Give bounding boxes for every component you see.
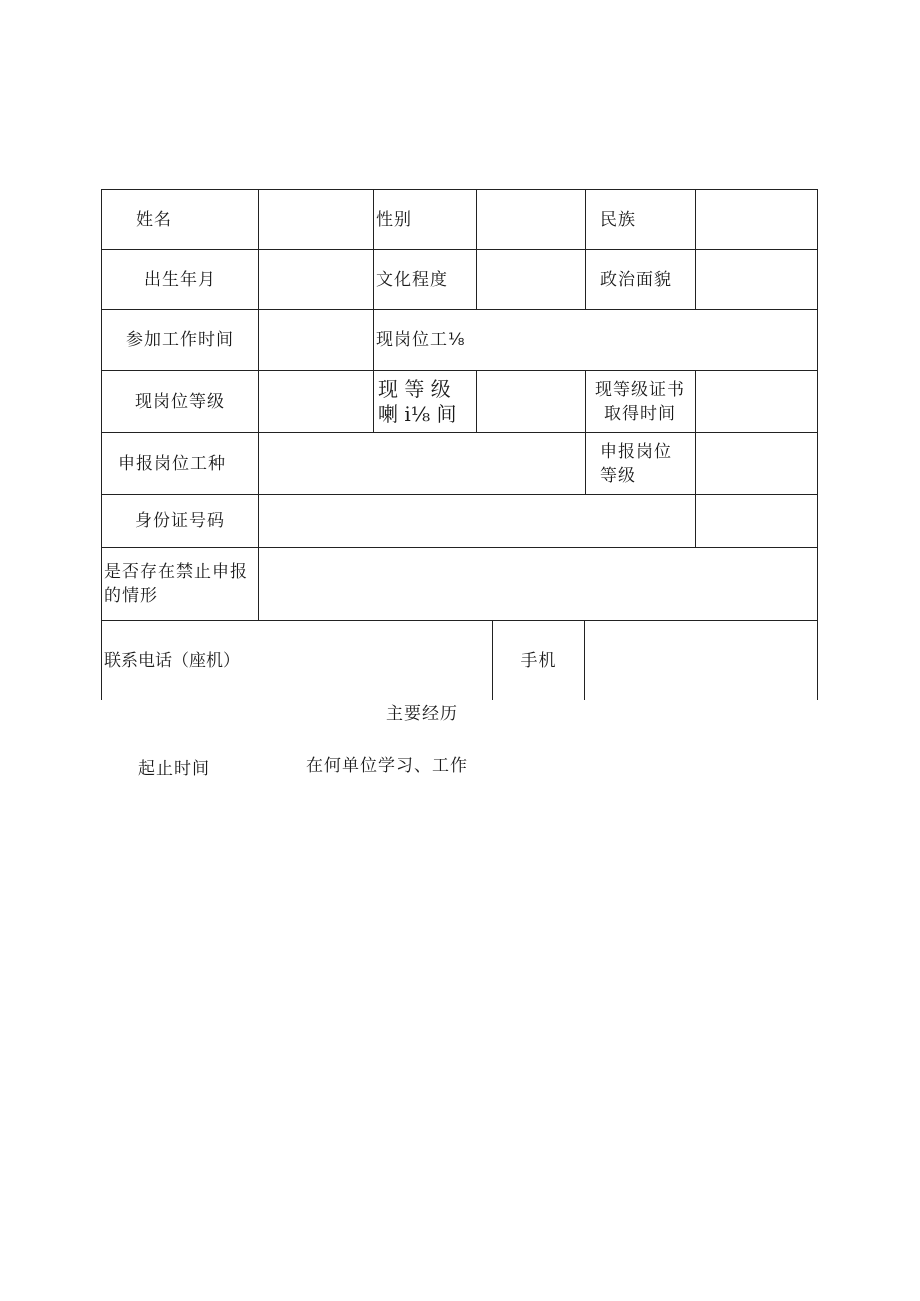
current-level-label: 现岗位等级 — [135, 391, 225, 412]
apply-job-label: 申报岗位工种 — [118, 453, 226, 474]
table-border — [817, 189, 818, 700]
id-number-label: 身份证号码 — [135, 511, 225, 531]
apply-level-label: 申报岗位等级 — [600, 441, 672, 486]
landline-phone-label: 联系电话（座机） — [104, 650, 240, 671]
mobile-phone-label: 手机 — [520, 650, 557, 671]
birth-date-label: 出生年月 — [144, 269, 216, 290]
ethnicity-label: 民族 — [600, 209, 636, 230]
table-border — [695, 370, 696, 547]
experience-col-unit: 在何单位学习、工作 — [306, 756, 468, 776]
garbled-line-1: 现 等 级 — [378, 377, 451, 401]
table-border — [585, 189, 586, 309]
experience-title: 主要经历 — [386, 704, 458, 724]
table-border — [476, 370, 477, 432]
education-label: 文化程度 — [376, 269, 448, 290]
work-start-label: 参加工作时间 — [126, 330, 234, 350]
table-border — [476, 189, 477, 309]
cert-time-label: 现等级证书取得时间 — [595, 379, 685, 424]
garbled-line-2: 喇 i⅛ 间 — [378, 402, 457, 426]
gender-label: 性别 — [376, 209, 412, 230]
prohibited-case-label: 是否存在禁止申报的情形 — [104, 562, 248, 606]
table-border — [584, 620, 585, 700]
political-status-label: 政治面貌 — [600, 269, 672, 290]
table-border — [585, 370, 586, 494]
current-job-label: 现岗位工⅛ — [376, 330, 466, 350]
name-label: 姓名 — [136, 209, 172, 230]
experience-col-time: 起止时间 — [138, 759, 210, 779]
table-border — [258, 189, 259, 620]
garbled-text-block — [376, 374, 474, 430]
